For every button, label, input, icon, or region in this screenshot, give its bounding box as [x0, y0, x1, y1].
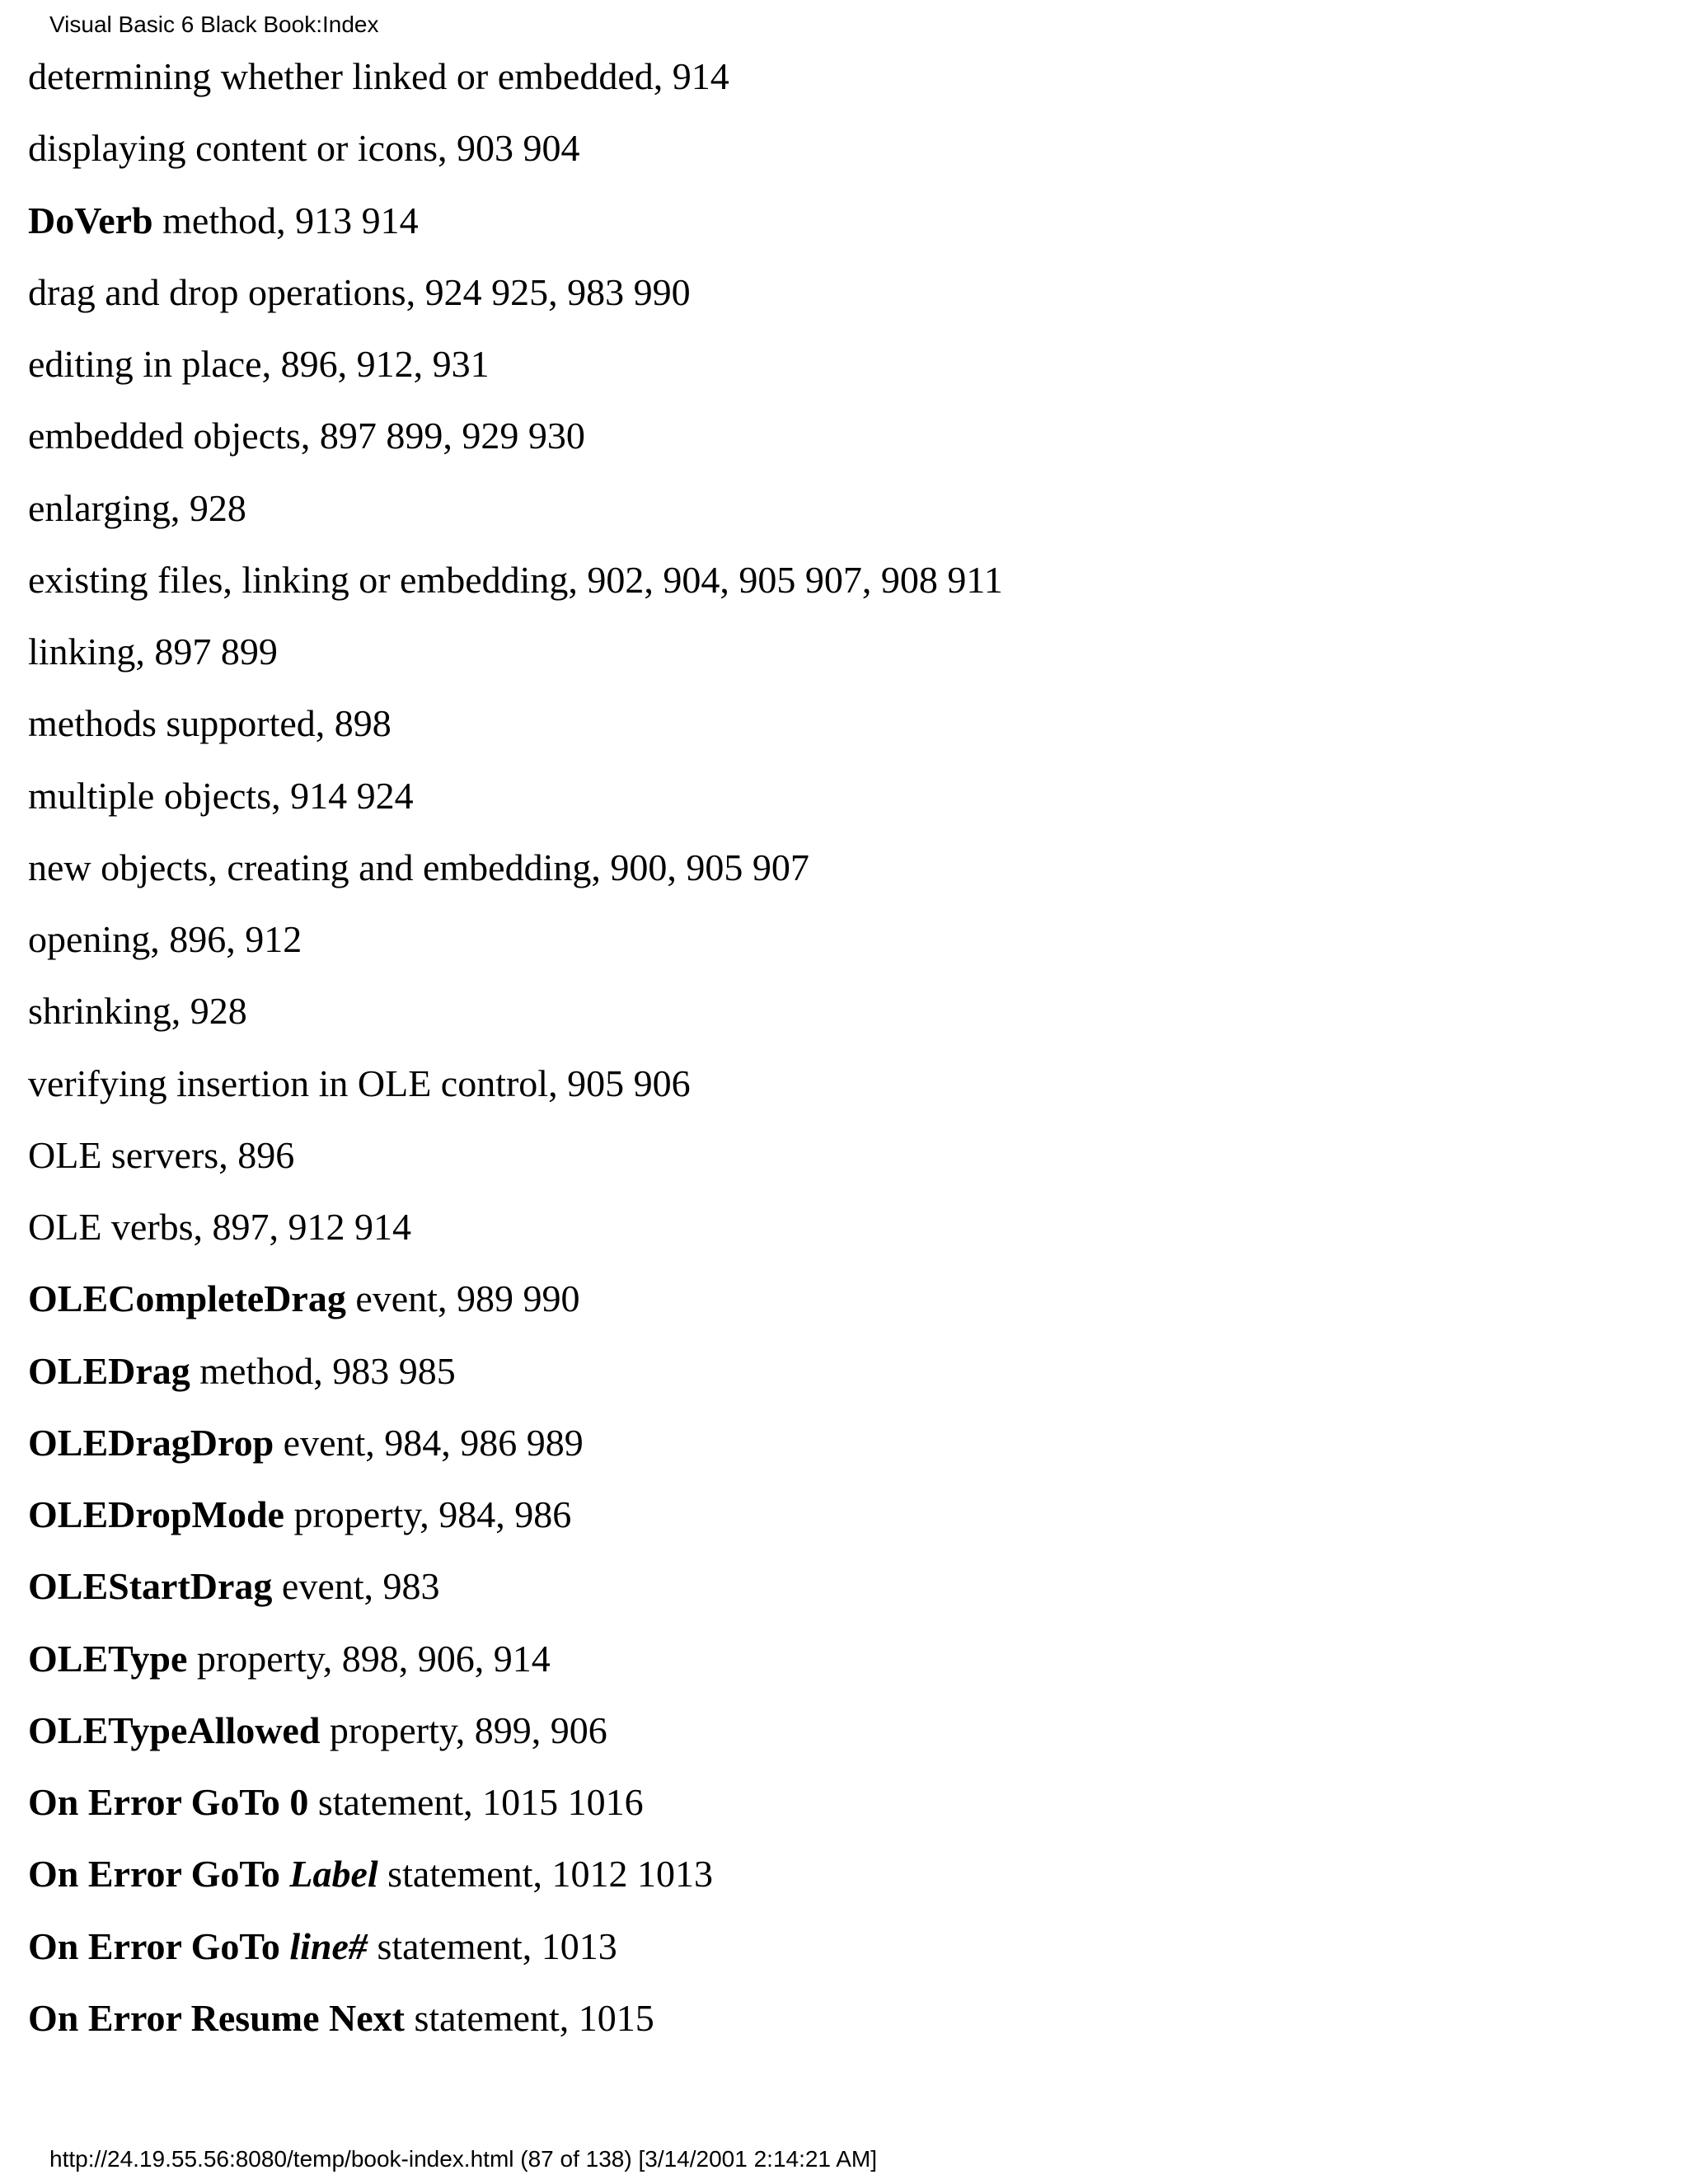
- entry-term: On Error GoTo: [28, 1853, 290, 1896]
- index-entry: [28, 701, 1003, 773]
- entry-term: On Error GoTo 0: [28, 1781, 309, 1823]
- entry-text: shrinking, 928: [28, 990, 247, 1033]
- entry-rest: method, 913 914: [152, 199, 419, 241]
- entry-term: DoVerb: [28, 199, 153, 241]
- index-entry: [28, 1708, 1003, 1780]
- index-entry: [28, 989, 1003, 1061]
- index-entry: [28, 1780, 1003, 1852]
- index-entry: [28, 54, 1003, 126]
- entry-term: OLEDrag: [28, 1349, 190, 1392]
- entry-text: new objects, creating and embedding, 900, 905 907: [28, 846, 809, 888]
- entry-term: OLEType: [28, 1637, 188, 1680]
- entry-rest: statement, 1015 1016: [308, 1781, 644, 1823]
- index-entry: [28, 1421, 1003, 1493]
- entry-text: editing in place, 896, 912, 931: [28, 343, 490, 385]
- entry-term: On Error GoTo: [28, 1924, 290, 1967]
- index-entry: [28, 1637, 1003, 1708]
- entry-rest: property, 984, 986: [284, 1493, 572, 1535]
- index-entry: [28, 774, 1003, 846]
- entry-rest: event, 984, 986 989: [274, 1421, 584, 1464]
- index-entry: [28, 917, 1003, 989]
- entry-term-italic: line#: [289, 1924, 368, 1967]
- entry-text: linking, 897 899: [28, 630, 278, 673]
- entry-term: OLECompleteDrag: [28, 1277, 346, 1320]
- entry-rest: statement, 1012 1013: [377, 1853, 713, 1896]
- index-entry: [28, 1564, 1003, 1636]
- page-footer-url: http://24.19.55.56:8080/temp/book-index.html (87 of 138) [3/14/2001 2:14:21 AM]: [49, 2146, 878, 2172]
- index-entry: [28, 1924, 1003, 1996]
- entry-rest: event, 983: [272, 1565, 440, 1608]
- entry-text: determining whether linked or embedded, 914: [28, 55, 729, 97]
- index-entry: [28, 630, 1003, 701]
- index-entry: [28, 1062, 1003, 1133]
- index-entry: [28, 414, 1003, 485]
- entry-term: OLEStartDrag: [28, 1565, 273, 1608]
- entry-text: existing files, linking or embedding, 902, 904, 905 907, 908 911: [28, 558, 1003, 601]
- entry-text: embedded objects, 897 899, 929 930: [28, 415, 585, 457]
- index-entry: [28, 1205, 1003, 1277]
- entry-term-italic: Label: [289, 1853, 378, 1896]
- entry-term: OLEDragDrop: [28, 1421, 274, 1464]
- entry-term: OLEDropMode: [28, 1493, 284, 1535]
- index-entry: [28, 1133, 1003, 1205]
- entry-rest: property, 898, 906, 914: [187, 1637, 551, 1680]
- index-entry: [28, 270, 1003, 342]
- entry-text: verifying insertion in OLE control, 905 906: [28, 1062, 691, 1104]
- index-entry: [28, 558, 1003, 630]
- index-entry: [28, 1852, 1003, 1924]
- entry-text: methods supported, 898: [28, 702, 392, 745]
- page-header-title: Visual Basic 6 Black Book:Index: [49, 12, 379, 37]
- entry-text: displaying content or icons, 903 904: [28, 127, 580, 170]
- entry-text: OLE servers, 896: [28, 1133, 295, 1176]
- entry-text: enlarging, 928: [28, 486, 246, 529]
- entry-term: On Error Resume Next: [28, 1996, 405, 2039]
- entry-rest: property, 899, 906: [320, 1708, 607, 1751]
- entry-text: multiple objects, 914 924: [28, 774, 414, 817]
- entry-text: opening, 896, 912: [28, 918, 302, 960]
- index-entry: [28, 199, 1003, 270]
- index-entry: [28, 1493, 1003, 1564]
- index-entry: [28, 846, 1003, 917]
- entry-rest: statement, 1015: [404, 1996, 654, 2039]
- entry-text: drag and drop operations, 924 925, 983 990: [28, 270, 691, 313]
- index-entry: [28, 1277, 1003, 1348]
- entry-rest: method, 983 985: [190, 1349, 456, 1392]
- index-entry: [28, 486, 1003, 558]
- entry-term: OLETypeAllowed: [28, 1708, 321, 1751]
- entry-text: OLE verbs, 897, 912 914: [28, 1206, 412, 1248]
- index-list: [28, 54, 1003, 2068]
- index-entry: [28, 126, 1003, 198]
- index-entry: [28, 1996, 1003, 2068]
- entry-rest: statement, 1013: [367, 1924, 617, 1967]
- entry-rest: event, 989 990: [345, 1277, 580, 1320]
- index-entry: [28, 342, 1003, 414]
- index-entry: [28, 1349, 1003, 1421]
